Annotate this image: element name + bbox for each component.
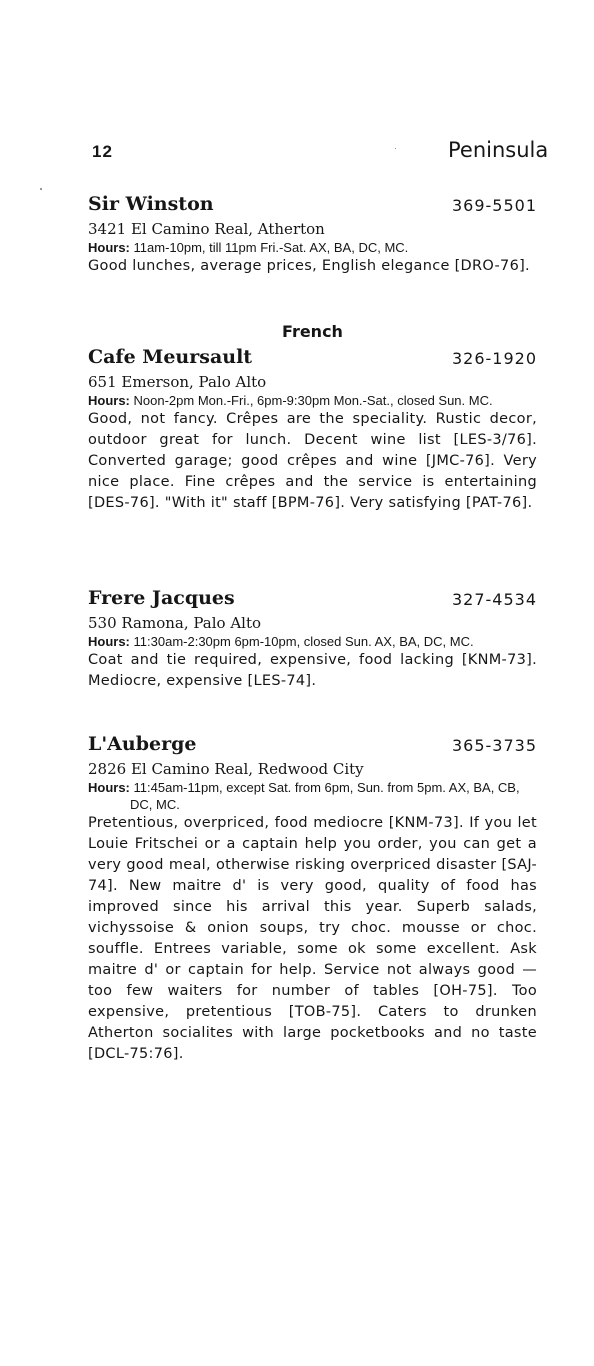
restaurant-address: 651 Emerson, Palo Alto [88,373,267,391]
hours-text: 11am-10pm, till 11pm Fri.-Sat. AX, BA, DC, MC. [133,240,409,255]
restaurant-phone: 365-3735 [451,736,537,755]
restaurant-hours [88,779,537,813]
hours-text: 11:30am-2:30pm 6pm-10pm, closed Sun. AX, BA, DC, MC. [133,634,474,649]
restaurant-phone: 369-5501 [451,196,537,215]
restaurant-phone: 327-4534 [451,590,537,609]
page-number: 12 [92,142,113,161]
hours-text: 11:45am-11pm, except Sat. from 6pm, Sun. from 5pm. AX, BA, CB, DC, MC. [130,780,520,812]
running-title: Peninsula [448,138,549,162]
restaurant-address: 3421 El Camino Real, Atherton [88,220,325,238]
restaurant-entry-frere-jacques [88,587,537,692]
restaurant-entry-sir-winston [88,193,537,277]
hours-label: Hours: [88,393,130,408]
hours-label: Hours: [88,634,130,649]
restaurant-entry-lauberge [88,733,537,1065]
restaurant-name: Sir Winston [88,193,214,215]
restaurant-hours [88,633,537,650]
hours-label: Hours: [88,240,130,255]
restaurant-review: Good, not fancy. Crêpes are the speciality. Rustic decor, outdoor great for lunch. Decent wine list [LES-3/76]. Converted garage; good crêpes and wine [JMC-76]. Very nice place. Fine crêpes and the service is entertaining [DES-76]. "With it" staff [BPM-76]. Very satisfying [PAT-76]. [88,411,537,511]
restaurant-name: L'Auberge [88,733,197,755]
hours-label: Hours: [88,780,130,795]
scan-speck [40,188,42,190]
restaurant-entry-cafe-meursault [88,346,537,514]
restaurant-review: Good lunches, average prices, English elegance [DRO-76]. [88,258,530,274]
restaurant-address: 2826 El Camino Real, Redwood City [88,760,364,778]
restaurant-hours [88,392,537,409]
restaurant-review: Pretentious, overpriced, food mediocre [KNM-73]. If you let Louie Fritschei or a captain help you order, you can get a very good meal, otherwise risking overpriced disaster [SAJ-74]. New maitre d' is very good, quality of food has improved since his arrival this year. Superb salads, vichyssoise & onion soups, try choc. mousse or choc. souffle. Entrees variable, some ok some excellent. Ask maitre d' or captain for help. Service not always good — too few waiters for number of tables [OH-75]. Too expensive, pretentious [TOB-75]. Caters to drunken Atherton socialites with large pocketbooks and no taste [DCL-75:76]. [88,815,537,1062]
hours-text: Noon-2pm Mon.-Fri., 6pm-9:30pm Mon.-Sat., closed Sun. MC. [133,393,493,408]
restaurant-name: Cafe Meursault [88,346,253,368]
page-header [92,138,594,168]
restaurant-phone: 326-1920 [451,349,537,368]
restaurant-review: Coat and tie required, expensive, food lacking [KNM-73]. Mediocre, expensive [LES-74]. [88,652,537,689]
restaurant-hours [88,239,537,256]
restaurant-address: 530 Ramona, Palo Alto [88,614,262,632]
section-heading-french: French [282,322,343,341]
restaurant-name: Frere Jacques [88,587,235,609]
